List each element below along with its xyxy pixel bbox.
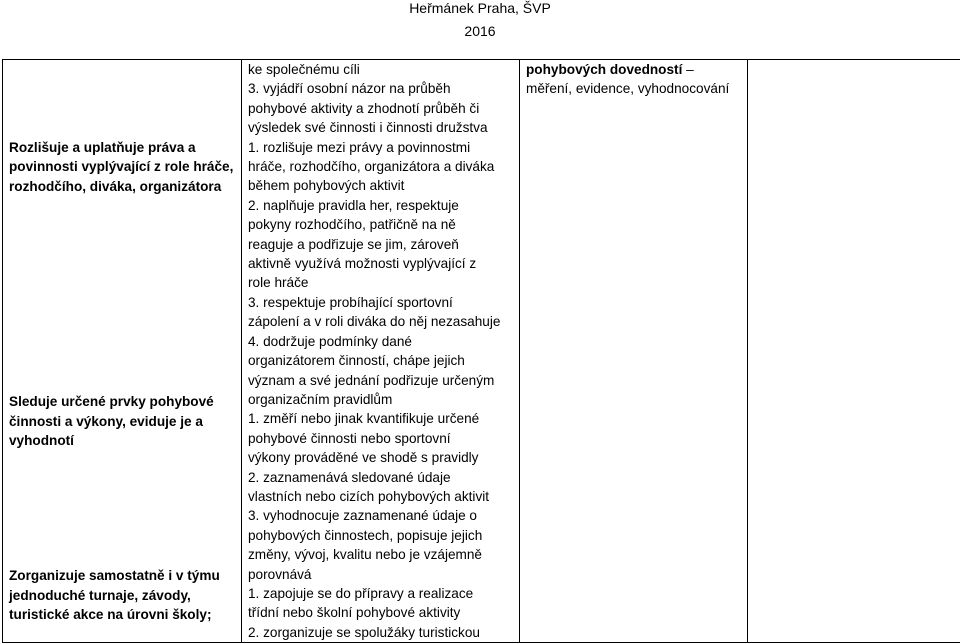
outcome-line: 3. vyhodnocuje zaznamenané údaje o	[248, 506, 513, 525]
outcome-line: pokyny rozhodčího, patřičně na ně	[248, 215, 513, 234]
outcome-line: hráče, rozhodčího, organizátora a diváka	[248, 157, 513, 176]
content-topic: pohybových dovedností	[526, 62, 682, 77]
outcome-line: během pohybových aktivit	[248, 176, 513, 195]
outcome-line: výsledek své činnosti i činnosti družstva	[248, 118, 513, 137]
objective-line: Rozlišuje a uplatňuje práva a	[9, 138, 235, 157]
outcome-line: ke společnému cíli	[248, 60, 513, 79]
objectives-cell	[3, 60, 242, 643]
outcome-line: aktivně využívá možnosti vyplývající z	[248, 254, 513, 273]
objective-line: turistické akce na úrovni školy;	[9, 605, 235, 624]
objective-line: rozhodčího, diváka, organizátora	[9, 177, 235, 196]
outcome-line: porovnává	[248, 565, 513, 584]
outcome-line: 2. naplňuje pravidla her, respektuje	[248, 196, 513, 215]
outcome-line: role hráče	[248, 273, 513, 292]
outcome-line: pohybové aktivity a zhodnotí průběh či	[248, 99, 513, 118]
objective-rights-roles	[9, 138, 235, 196]
outcome-line: vlastních nebo cizích pohybových aktivit	[248, 487, 513, 506]
objective-line: Sleduje určené prvky pohybové	[9, 392, 235, 411]
objective-line: povinnosti vyplývající z role hráče,	[9, 157, 235, 176]
outcome-line: pohybové činnosti nebo sportovní	[248, 429, 513, 448]
outcome-line: 1. rozlišuje mezi právy a povinnostmi	[248, 138, 513, 157]
outcome-line: 1. zapojuje se do přípravy a realizace	[248, 584, 513, 603]
outcome-line: 3. vyjádří osobní názor na průběh	[248, 79, 513, 98]
document-year: 2016	[0, 23, 960, 39]
objective-line: vyhodnotí	[9, 431, 235, 450]
outcome-line: 4. dodržuje podmínky dané	[248, 332, 513, 351]
outcome-line: pohybových činnostech, popisuje jejich	[248, 526, 513, 545]
outcome-line: organizátorem činností, chápe jejich	[248, 351, 513, 370]
outcome-line: změny, vývoj, kvalitu nebo je vzájemně	[248, 545, 513, 564]
empty-cell	[748, 60, 960, 643]
objective-line: činnosti a výkony, eviduje je a	[9, 412, 235, 431]
outcome-line: zápolení a v roli diváka do něj nezasahuje	[248, 312, 513, 331]
outcomes-cell	[242, 60, 520, 643]
outcome-line: výkony prováděné ve shodě s pravidly	[248, 448, 513, 467]
curriculum-table	[2, 59, 960, 643]
content-topic-line	[526, 60, 741, 79]
outcome-line: 2. zaznamenává sledované údaje	[248, 468, 513, 487]
outcome-line: význam a své jednání podřizuje určeným	[248, 371, 513, 390]
outcome-line: 1. změří nebo jinak kvantifikuje určené	[248, 409, 513, 428]
outcome-line: organizačním pravidlům	[248, 390, 513, 409]
document-title: Heřmánek Praha, ŠVP	[0, 0, 960, 16]
content-cell	[520, 60, 748, 643]
content-subtopic: měření, evidence, vyhodnocování	[526, 79, 741, 98]
objective-line: Zorganizuje samostatně i v týmu	[9, 566, 235, 585]
objective-monitoring	[9, 392, 235, 450]
outcome-line: reaguje a podřizuje se jim, zároveň	[248, 235, 513, 254]
objective-line: jednoduché turnaje, závody,	[9, 586, 235, 605]
outcome-line: 2. zorganizuje se spolužáky turistickou	[248, 623, 513, 642]
outcome-line: třídní nebo školní pohybové aktivity	[248, 603, 513, 622]
content-dash: –	[682, 62, 693, 77]
table-row	[3, 60, 960, 643]
objective-organizing	[9, 566, 235, 624]
outcome-line: 3. respektuje probíhající sportovní	[248, 293, 513, 312]
